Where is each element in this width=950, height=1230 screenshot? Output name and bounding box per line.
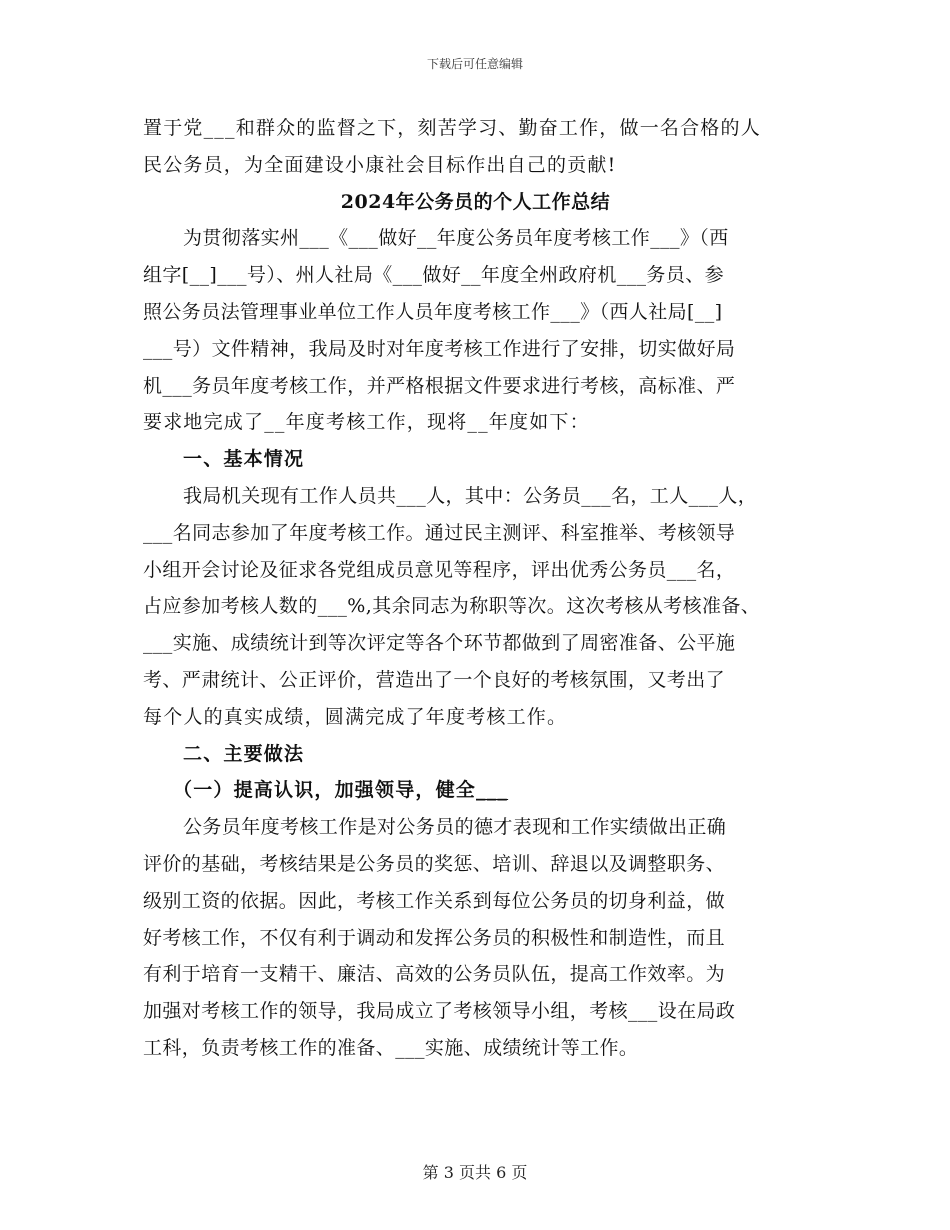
subsection-heading-text: （一）提高认识，加强领导，健全 xyxy=(173,779,477,802)
body-line: 考、严肃统计、公正评价，营造出了一个良好的考核氛围，又考出了 xyxy=(143,668,726,691)
section-heading-methods: 二、主要做法 xyxy=(183,742,305,765)
body-line: 要求地完成了__年度考核工作，现将__年度如下： xyxy=(143,411,590,434)
body-line: 为贯彻落实州___《___做好__年度公务员年度考核工作___》（西 xyxy=(183,227,729,250)
document-title: 2024年公务员的个人工作总结 xyxy=(340,190,611,213)
body-line: ___号）文件精神，我局及时对年度考核工作进行了安排，切实做好局 xyxy=(143,337,736,360)
body-line: 民公务员，为全面建设小康社会目标作出自己的贡献! xyxy=(143,153,617,176)
body-line: 级别工资的依据。因此，考核工作关系到每位公务员的切身利益，做 xyxy=(143,889,726,912)
body-line: 我局机关现有工作人员共___人，其中：公务员___名，工人___人， xyxy=(183,484,758,507)
body-line: 加强对考核工作的领导，我局成立了考核领导小组，考核___设在局政 xyxy=(143,1000,736,1023)
body-line: 公务员年度考核工作是对公务员的德才表现和工作实绩做出正确 xyxy=(183,816,727,839)
body-line: 组字[__]___号）、州人社局《___做好__年度全州政府机___务员、参 xyxy=(143,264,725,287)
body-line: ___名同志参加了年度考核工作。通过民主测评、科室推举、考核领导 xyxy=(143,521,736,544)
page-number: 第 3 页共 6 页 xyxy=(422,1163,528,1182)
header-note: 下载后可任意编辑 xyxy=(426,57,523,71)
body-line: 置于党___和群众的监督之下，刻苦学习、勤奋工作，做一名合格的人 xyxy=(143,117,761,139)
body-line: 机___务员年度考核工作，并严格根据文件要求进行考核，高标准、严 xyxy=(143,374,736,397)
subsection-heading xyxy=(143,772,808,809)
section-heading-basic: 一、基本情况 xyxy=(183,448,305,471)
body-line: 有利于培育一支精干、廉洁、高效的公务员队伍，提高工作效率。为 xyxy=(143,963,726,986)
body-line: 小组开会讨论及征求各党组成员意见等程序，评出优秀公务员___名， xyxy=(143,558,736,581)
document-body xyxy=(143,110,808,1067)
body-line: 照公务员法管理事业单位工作人员年度考核工作___》（西人社局[__] xyxy=(143,300,723,323)
body-line: ___实施、成绩统计到等次评定等各个环节都做到了周密准备、公平施 xyxy=(143,632,736,655)
subsection-heading-blank: ___ xyxy=(476,779,509,802)
body-line: 评价的基础，考核结果是公务员的奖惩、培训、辞退以及调整职务、 xyxy=(143,852,726,875)
body-line: 工科，负责考核工作的准备、___实施、成绩统计等工作。 xyxy=(143,1036,639,1059)
body-line: 好考核工作，不仅有利于调动和发挥公务员的积极性和制造性，而且 xyxy=(143,926,726,949)
body-line: 每个人的真实成绩，圆满完成了年度考核工作。 xyxy=(143,705,568,728)
body-line: 占应参加考核人数的___%,其余同志为称职等次。这次考核从考核准备、 xyxy=(143,595,761,618)
